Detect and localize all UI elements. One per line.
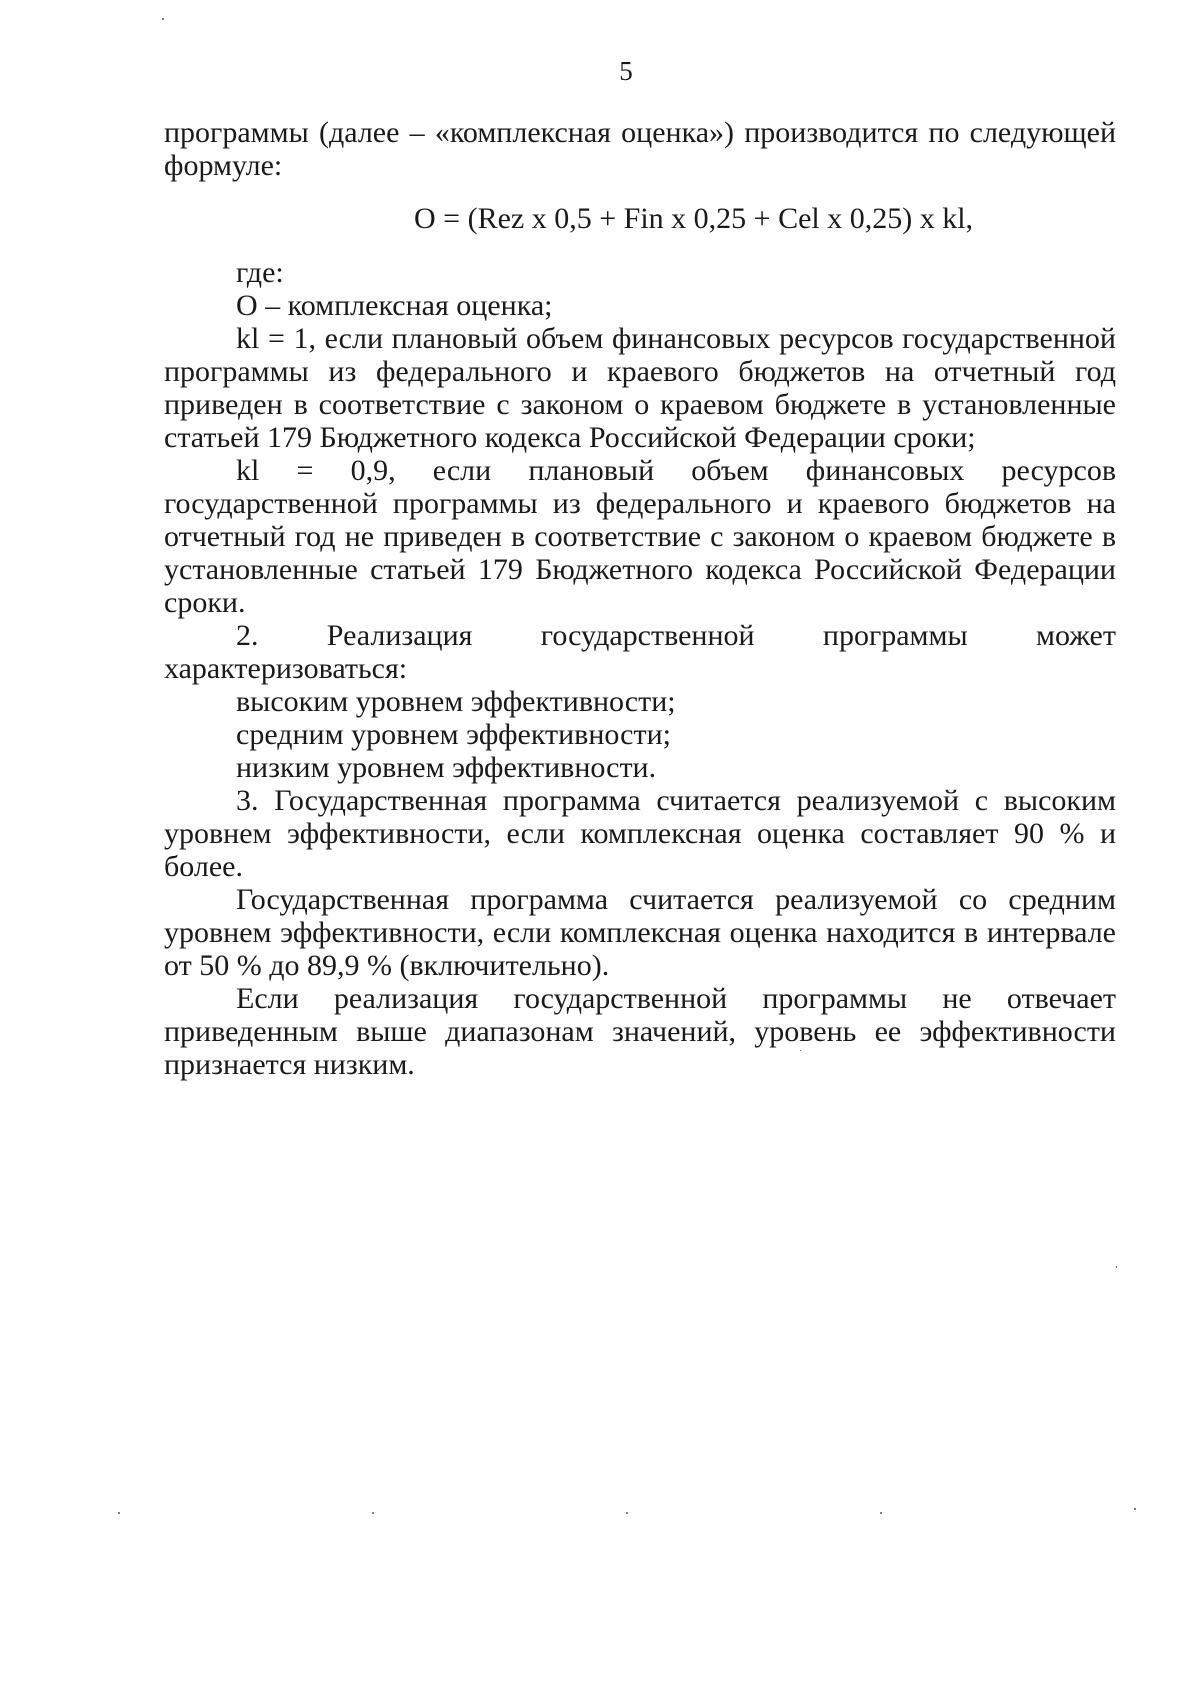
scan-speck	[118, 1512, 120, 1514]
page-number: 5	[619, 56, 633, 86]
scan-speck	[1116, 1266, 1117, 1268]
document-body	[164, 116, 1116, 1081]
paragraph-item-3: 3. Государственная программа считается реализуемой с высоким уровнем эффективности, если комплексная оценка составляет 90 % и более.	[164, 784, 1116, 883]
scan-speck	[372, 1512, 374, 1514]
list-item-high: высоким уровнем эффективности;	[236, 685, 676, 718]
paragraph-medium-level: Государственная программа считается реализуемой со средним уровнем эффективности, если комплексная оценка находится в интервале от 50 % до 89,9 % (включительно).	[164, 883, 1116, 982]
formula: O = (Rez х 0,5 + Fin х 0,25 + Cel х 0,25) х kl,	[414, 202, 974, 235]
paragraph-low-level: Если реализация государственной программы не отвечает приведенным выше диапазонам значений, уровень ее эффективности признается низким.	[164, 982, 1116, 1081]
paragraph-item-2: 2. Реализация государственной программы может характеризоваться:	[164, 619, 1116, 685]
scan-speck	[800, 1050, 801, 1051]
scan-speck	[626, 1512, 628, 1514]
paragraph-where: где:	[236, 256, 284, 289]
list-item-low: низким уровнем эффективности.	[236, 751, 657, 784]
paragraph-intro: программы (далее – «комплексная оценка») производится по следующей формуле:	[164, 116, 1116, 182]
paragraph-kl-09: kl = 0,9, если плановый объем финансовых ресурсов государственной программы из федерального и краевого бюджетов на отчетный год не приведен в соответствие с законом о краевом бюджете в установленные статьей 179 Бюджетного кодекса Российской Федерации сроки.	[164, 454, 1116, 619]
scan-speck	[1134, 1508, 1136, 1510]
scan-speck	[880, 1512, 882, 1514]
list-item-medium: средним уровнем эффективности;	[236, 718, 671, 751]
scan-speck	[162, 18, 164, 20]
paragraph-o-definition: О – комплексная оценка;	[236, 289, 553, 322]
paragraph-kl-1: kl = 1, если плановый объем финансовых ресурсов государственной программы из федерального и краевого бюджетов на отчетный год приведен в соответствие с законом о краевом бюджете в установленные статьей 179 Бюджетного кодекса Российской Федерации сроки;	[164, 322, 1116, 454]
